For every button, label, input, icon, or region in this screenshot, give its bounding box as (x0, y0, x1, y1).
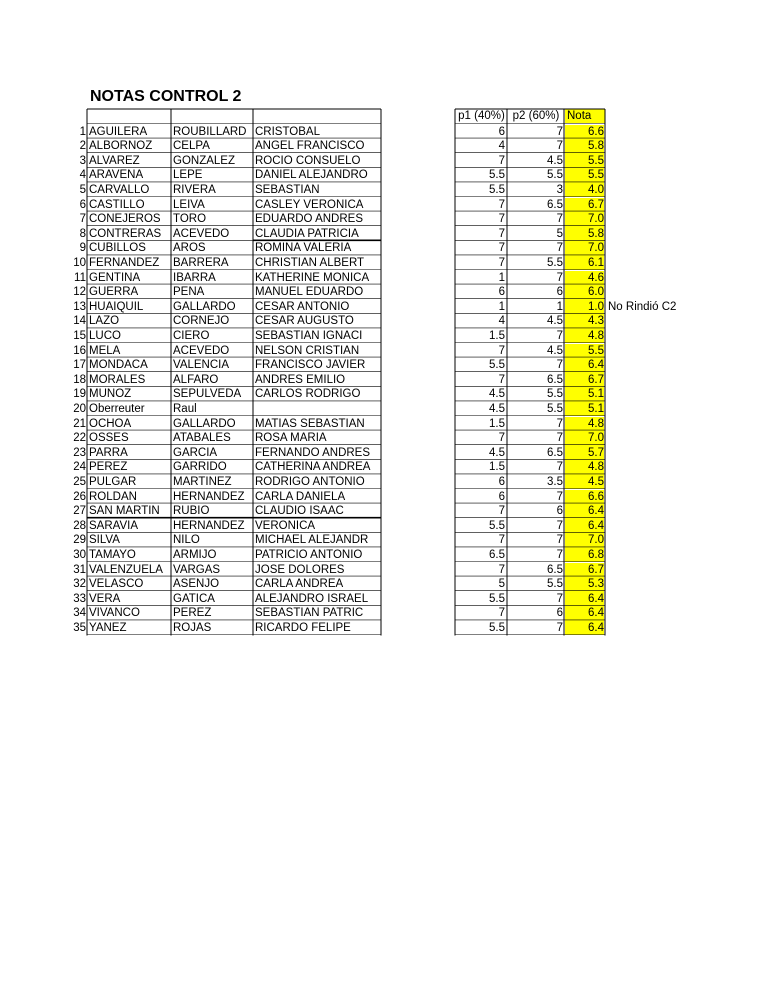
first-names: MATIAS SEBASTIAN (255, 417, 365, 430)
second-last-name: NILO (173, 534, 200, 547)
p2-score: 7 (556, 490, 563, 503)
p1-score: 5.5 (489, 519, 505, 532)
row-number: 29 (73, 534, 86, 547)
last-name: AGUILERA (89, 125, 148, 138)
p2-score: 5.5 (547, 256, 563, 269)
row-number: 16 (73, 344, 86, 357)
p2-score: 7 (556, 461, 563, 474)
p1-score: 4.5 (489, 388, 505, 401)
final-grade: 6.7 (565, 198, 604, 213)
final-grade: 5.5 (565, 168, 604, 183)
final-grade: 4.5 (565, 475, 604, 490)
final-grade: 5.8 (565, 139, 604, 154)
second-last-name: IBARRA (173, 271, 216, 284)
second-last-name: ROUBILLARD (173, 125, 247, 138)
last-name: PULGAR (89, 475, 137, 488)
row-number: 34 (73, 607, 86, 620)
p1-score: 1 (498, 300, 505, 313)
p2-score: 7 (556, 621, 563, 634)
p2-score: 4.5 (547, 344, 563, 357)
final-grade: 6.4 (565, 358, 604, 373)
row-number: 18 (73, 373, 86, 386)
p1-score: 6 (498, 125, 505, 138)
header-nota: Nota (565, 109, 605, 123)
p2-score: 7 (556, 125, 563, 138)
last-name: ROLDAN (89, 490, 137, 503)
final-grade: 4.0 (565, 183, 604, 198)
second-last-name: ALFARO (173, 373, 219, 386)
first-names: CASLEY VERONICA (255, 198, 364, 211)
p1-score: 7 (498, 213, 505, 226)
row-number: 32 (73, 578, 86, 591)
second-last-name: ACEVEDO (173, 227, 230, 240)
p2-score: 6.5 (547, 446, 563, 459)
p1-score: 6 (498, 490, 505, 503)
last-name: CUBILLOS (89, 242, 146, 255)
p2-score: 7 (556, 432, 563, 445)
final-grade: 5.8 (565, 227, 604, 242)
second-last-name: SEPULVEDA (173, 388, 242, 401)
p1-score: 4 (498, 140, 505, 153)
row-number: 27 (73, 505, 86, 518)
final-grade: 6.4 (565, 504, 604, 519)
second-last-name: HERNANDEZ (173, 490, 245, 503)
first-names: PATRICIO ANTONIO (255, 548, 363, 561)
p1-score: 7 (498, 344, 505, 357)
first-names: ROSA MARIA (255, 432, 327, 445)
last-name: GENTINA (89, 271, 141, 284)
final-grade: 6.6 (565, 490, 604, 505)
final-grade: 5.3 (565, 577, 604, 592)
second-last-name: TORO (173, 213, 207, 226)
p1-score: 5 (498, 578, 505, 591)
last-name: OCHOA (89, 417, 132, 430)
row-number: 8 (79, 227, 86, 240)
row-number: 10 (73, 256, 86, 269)
row-number: 1 (79, 125, 86, 138)
last-name: ALBORNOZ (89, 140, 153, 153)
header-p2: p2 (60%) (512, 110, 560, 122)
row-number: 12 (73, 286, 86, 299)
second-last-name: VARGAS (173, 563, 221, 576)
first-names: FERNANDO ANDRES (255, 446, 371, 459)
p1-score: 1.5 (489, 461, 505, 474)
last-name: MUNOZ (89, 388, 132, 401)
second-last-name: HERNANDEZ (173, 519, 245, 532)
p2-score: 1 (556, 300, 563, 313)
p2-score: 7 (556, 329, 563, 342)
last-name: LAZO (89, 315, 120, 328)
p1-score: 5.5 (489, 621, 505, 634)
last-name: OSSES (89, 432, 129, 445)
p1-score: 6 (498, 475, 505, 488)
row-number: 17 (73, 359, 86, 372)
second-last-name: GALLARDO (173, 417, 236, 430)
p1-score: 7 (498, 607, 505, 620)
final-grade: 6.1 (565, 256, 604, 271)
p1-score: 7 (498, 563, 505, 576)
row-number: 33 (73, 592, 86, 605)
final-grade: 7.0 (565, 241, 604, 256)
p2-score: 7 (556, 359, 563, 372)
final-grade: 1.0 (565, 300, 604, 315)
second-last-name: PEREZ (173, 607, 212, 620)
final-grade: 6.4 (565, 592, 604, 607)
second-last-name: ASENJO (173, 578, 220, 591)
p2-score: 7 (556, 140, 563, 153)
second-last-name: CELPA (173, 140, 210, 153)
row-number: 20 (73, 402, 86, 415)
p2-score: 4.5 (547, 154, 563, 167)
second-last-name: CORNEJO (173, 315, 230, 328)
first-names: NELSON CRISTIAN (255, 344, 360, 357)
second-last-name: ROJAS (173, 621, 212, 634)
last-name: YANEZ (89, 621, 127, 634)
final-grade: 6.7 (565, 373, 604, 388)
row-number: 35 (73, 621, 86, 634)
p2-score: 5.5 (547, 578, 563, 591)
row-number: 28 (73, 519, 86, 532)
first-names: CATHERINA ANDREA (255, 461, 371, 474)
row-number: 7 (79, 213, 86, 226)
p1-score: 7 (498, 198, 505, 211)
last-name: CASTILLO (89, 198, 145, 211)
p1-score: 5.5 (489, 592, 505, 605)
first-names: DANIEL ALEJANDRO (255, 169, 368, 182)
p2-score: 7 (556, 548, 563, 561)
first-names: ALEJANDRO ISRAEL (255, 592, 369, 605)
last-name: CONEJEROS (89, 213, 161, 226)
grade-note: No Rindió C2 (608, 300, 677, 313)
row-number: 19 (73, 388, 86, 401)
first-names: FRANCISCO JAVIER (255, 359, 366, 372)
p1-score: 7 (498, 227, 505, 240)
final-grade: 4.8 (565, 460, 604, 475)
first-names: CESAR ANTONIO (255, 300, 350, 313)
p2-score: 5.5 (547, 169, 563, 182)
last-name: SAN MARTIN (89, 505, 160, 518)
second-last-name: PENA (173, 286, 205, 299)
second-last-name: ACEVEDO (173, 344, 230, 357)
first-names: SEBASTIAN PATRIC (255, 607, 364, 620)
last-name: GUERRA (89, 286, 139, 299)
row-number: 25 (73, 475, 86, 488)
final-grade: 4.8 (565, 417, 604, 432)
p2-score: 6 (556, 505, 563, 518)
first-names: KATHERINE MONICA (255, 271, 370, 284)
last-name: CARVALLO (89, 183, 150, 196)
p1-score: 7 (498, 432, 505, 445)
p1-score: 5.5 (489, 359, 505, 372)
second-last-name: CIERO (173, 329, 210, 342)
final-grade: 6.6 (565, 125, 604, 140)
second-last-name: LEIVA (173, 198, 205, 211)
row-number: 9 (79, 242, 86, 255)
p1-score: 7 (498, 154, 505, 167)
p2-score: 7 (556, 242, 563, 255)
first-names: CLAUDIO ISAAC (255, 505, 344, 518)
second-last-name: AROS (173, 242, 206, 255)
last-name: MONDACA (89, 359, 148, 372)
p1-score: 7 (498, 256, 505, 269)
final-grade: 6.7 (565, 563, 604, 578)
row-number: 13 (73, 300, 86, 313)
p1-score: 4.5 (489, 402, 505, 415)
final-grade: 7.0 (565, 533, 604, 548)
row-number: 3 (79, 154, 86, 167)
row-number: 21 (73, 417, 86, 430)
last-name: Oberreuter (89, 402, 145, 415)
last-name: VERA (89, 592, 121, 605)
last-name: ARAVENA (89, 169, 144, 182)
p2-score: 3.5 (547, 475, 563, 488)
first-names: CARLA DANIELA (255, 490, 346, 503)
last-name: PEREZ (89, 461, 128, 474)
second-last-name: BARRERA (173, 256, 229, 269)
row-number: 14 (73, 315, 86, 328)
first-names: ANDRES EMILIO (255, 373, 346, 386)
final-grade: 5.5 (565, 344, 604, 359)
last-name: ALVAREZ (89, 154, 140, 167)
p2-score: 7 (556, 213, 563, 226)
first-names: CESAR AUGUSTO (255, 315, 354, 328)
second-last-name: GARRIDO (173, 461, 227, 474)
header-p1: p1 (40%) (458, 110, 505, 122)
row-number: 6 (79, 198, 86, 211)
p1-score: 7 (498, 505, 505, 518)
row-number: 26 (73, 490, 86, 503)
last-name: VALENZUELA (89, 563, 163, 576)
final-grade: 6.4 (565, 519, 604, 534)
p2-score: 7 (556, 271, 563, 284)
first-names: VERONICA (255, 519, 316, 532)
final-grade: 5.1 (565, 387, 604, 402)
p2-score: 7 (556, 592, 563, 605)
final-grade: 4.8 (565, 329, 604, 344)
row-number: 23 (73, 446, 86, 459)
p1-score: 7 (498, 242, 505, 255)
row-number: 4 (79, 169, 86, 182)
last-name: PARRA (89, 446, 128, 459)
p2-score: 4.5 (547, 315, 563, 328)
last-name: HUAIQUIL (89, 300, 144, 313)
final-grade: 5.1 (565, 402, 604, 417)
p2-score: 6.5 (547, 563, 563, 576)
final-grade: 6.8 (565, 548, 604, 563)
first-names: ROMINA VALERIA (255, 242, 352, 255)
last-name: VIVANCO (89, 607, 140, 620)
row-number: 2 (79, 140, 86, 153)
p1-score: 1.5 (489, 329, 505, 342)
p1-score: 6 (498, 286, 505, 299)
first-names: CARLOS RODRIGO (255, 388, 361, 401)
first-names: CHRISTIAN ALBERT (255, 256, 365, 269)
first-names: SEBASTIAN IGNACI (255, 329, 363, 342)
last-name: FERNANDEZ (89, 256, 160, 269)
p1-score: 7 (498, 373, 505, 386)
final-grade: 6.4 (565, 621, 604, 636)
p2-score: 5 (556, 227, 563, 240)
last-name: CONTRERAS (89, 227, 162, 240)
first-names: CRISTOBAL (255, 125, 320, 138)
final-grade: 4.3 (565, 314, 604, 329)
p2-score: 7 (556, 519, 563, 532)
p2-score: 6.5 (547, 198, 563, 211)
second-last-name: GONZALEZ (173, 154, 235, 167)
page-title: NOTAS CONTROL 2 (90, 88, 242, 105)
last-name: SARAVIA (89, 519, 138, 532)
second-last-name: Raul (173, 402, 197, 415)
first-names: SEBASTIAN (255, 183, 320, 196)
p1-score: 1.5 (489, 417, 505, 430)
p2-score: 7 (556, 417, 563, 430)
row-number: 24 (73, 461, 86, 474)
second-last-name: ATABALES (173, 432, 231, 445)
final-grade: 7.0 (565, 212, 604, 227)
p2-score: 7 (556, 534, 563, 547)
p2-score: 5.5 (547, 402, 563, 415)
second-last-name: GALLARDO (173, 300, 236, 313)
first-names: JOSE DOLORES (255, 563, 345, 576)
p1-score: 4.5 (489, 446, 505, 459)
p1-score: 6.5 (489, 548, 505, 561)
p1-score: 4 (498, 315, 505, 328)
p2-score: 3 (556, 183, 563, 196)
p1-score: 7 (498, 534, 505, 547)
first-names: RICARDO FELIPE (255, 621, 351, 634)
first-names: ROCIO CONSUELO (255, 154, 361, 167)
second-last-name: GARCIA (173, 446, 218, 459)
row-number: 30 (73, 548, 86, 561)
row-number: 5 (79, 183, 86, 196)
first-names: EDUARDO ANDRES (255, 213, 363, 226)
p2-score: 6 (556, 286, 563, 299)
last-name: MORALES (89, 373, 146, 386)
second-last-name: ARMIJO (173, 548, 217, 561)
first-names: MANUEL EDUARDO (255, 286, 364, 299)
p2-score: 6.5 (547, 373, 563, 386)
second-last-name: MARTINEZ (173, 475, 232, 488)
second-last-name: RUBIO (173, 505, 210, 518)
final-grade: 6.4 (565, 606, 604, 621)
first-names: MICHAEL ALEJANDR (255, 534, 369, 547)
first-names: ANGEL FRANCISCO (255, 140, 365, 153)
final-grade: 7.0 (565, 431, 604, 446)
last-name: TAMAYO (89, 548, 136, 561)
last-name: VELASCO (89, 578, 144, 591)
final-grade: 5.5 (565, 154, 604, 169)
p1-score: 5.5 (489, 169, 505, 182)
second-last-name: VALENCIA (173, 359, 230, 372)
p2-score: 6 (556, 607, 563, 620)
row-number: 22 (73, 432, 86, 445)
second-last-name: RIVERA (173, 183, 216, 196)
row-number: 11 (74, 271, 86, 284)
row-number: 31 (73, 563, 86, 576)
last-name: LUCO (89, 329, 121, 342)
first-names: CARLA ANDREA (255, 578, 344, 591)
last-name: MELA (89, 344, 121, 357)
final-grade: 6.0 (565, 285, 604, 300)
final-grade: 4.6 (565, 271, 604, 286)
final-grade: 5.7 (565, 446, 604, 461)
first-names: CLAUDIA PATRICIA (255, 227, 359, 240)
row-number: 15 (73, 329, 86, 342)
second-last-name: LEPE (173, 169, 203, 182)
second-last-name: GATICA (173, 592, 215, 605)
p2-score: 5.5 (547, 388, 563, 401)
p1-score: 1 (498, 271, 505, 284)
first-names: RODRIGO ANTONIO (255, 475, 365, 488)
last-name: SILVA (89, 534, 120, 547)
p1-score: 5.5 (489, 183, 505, 196)
